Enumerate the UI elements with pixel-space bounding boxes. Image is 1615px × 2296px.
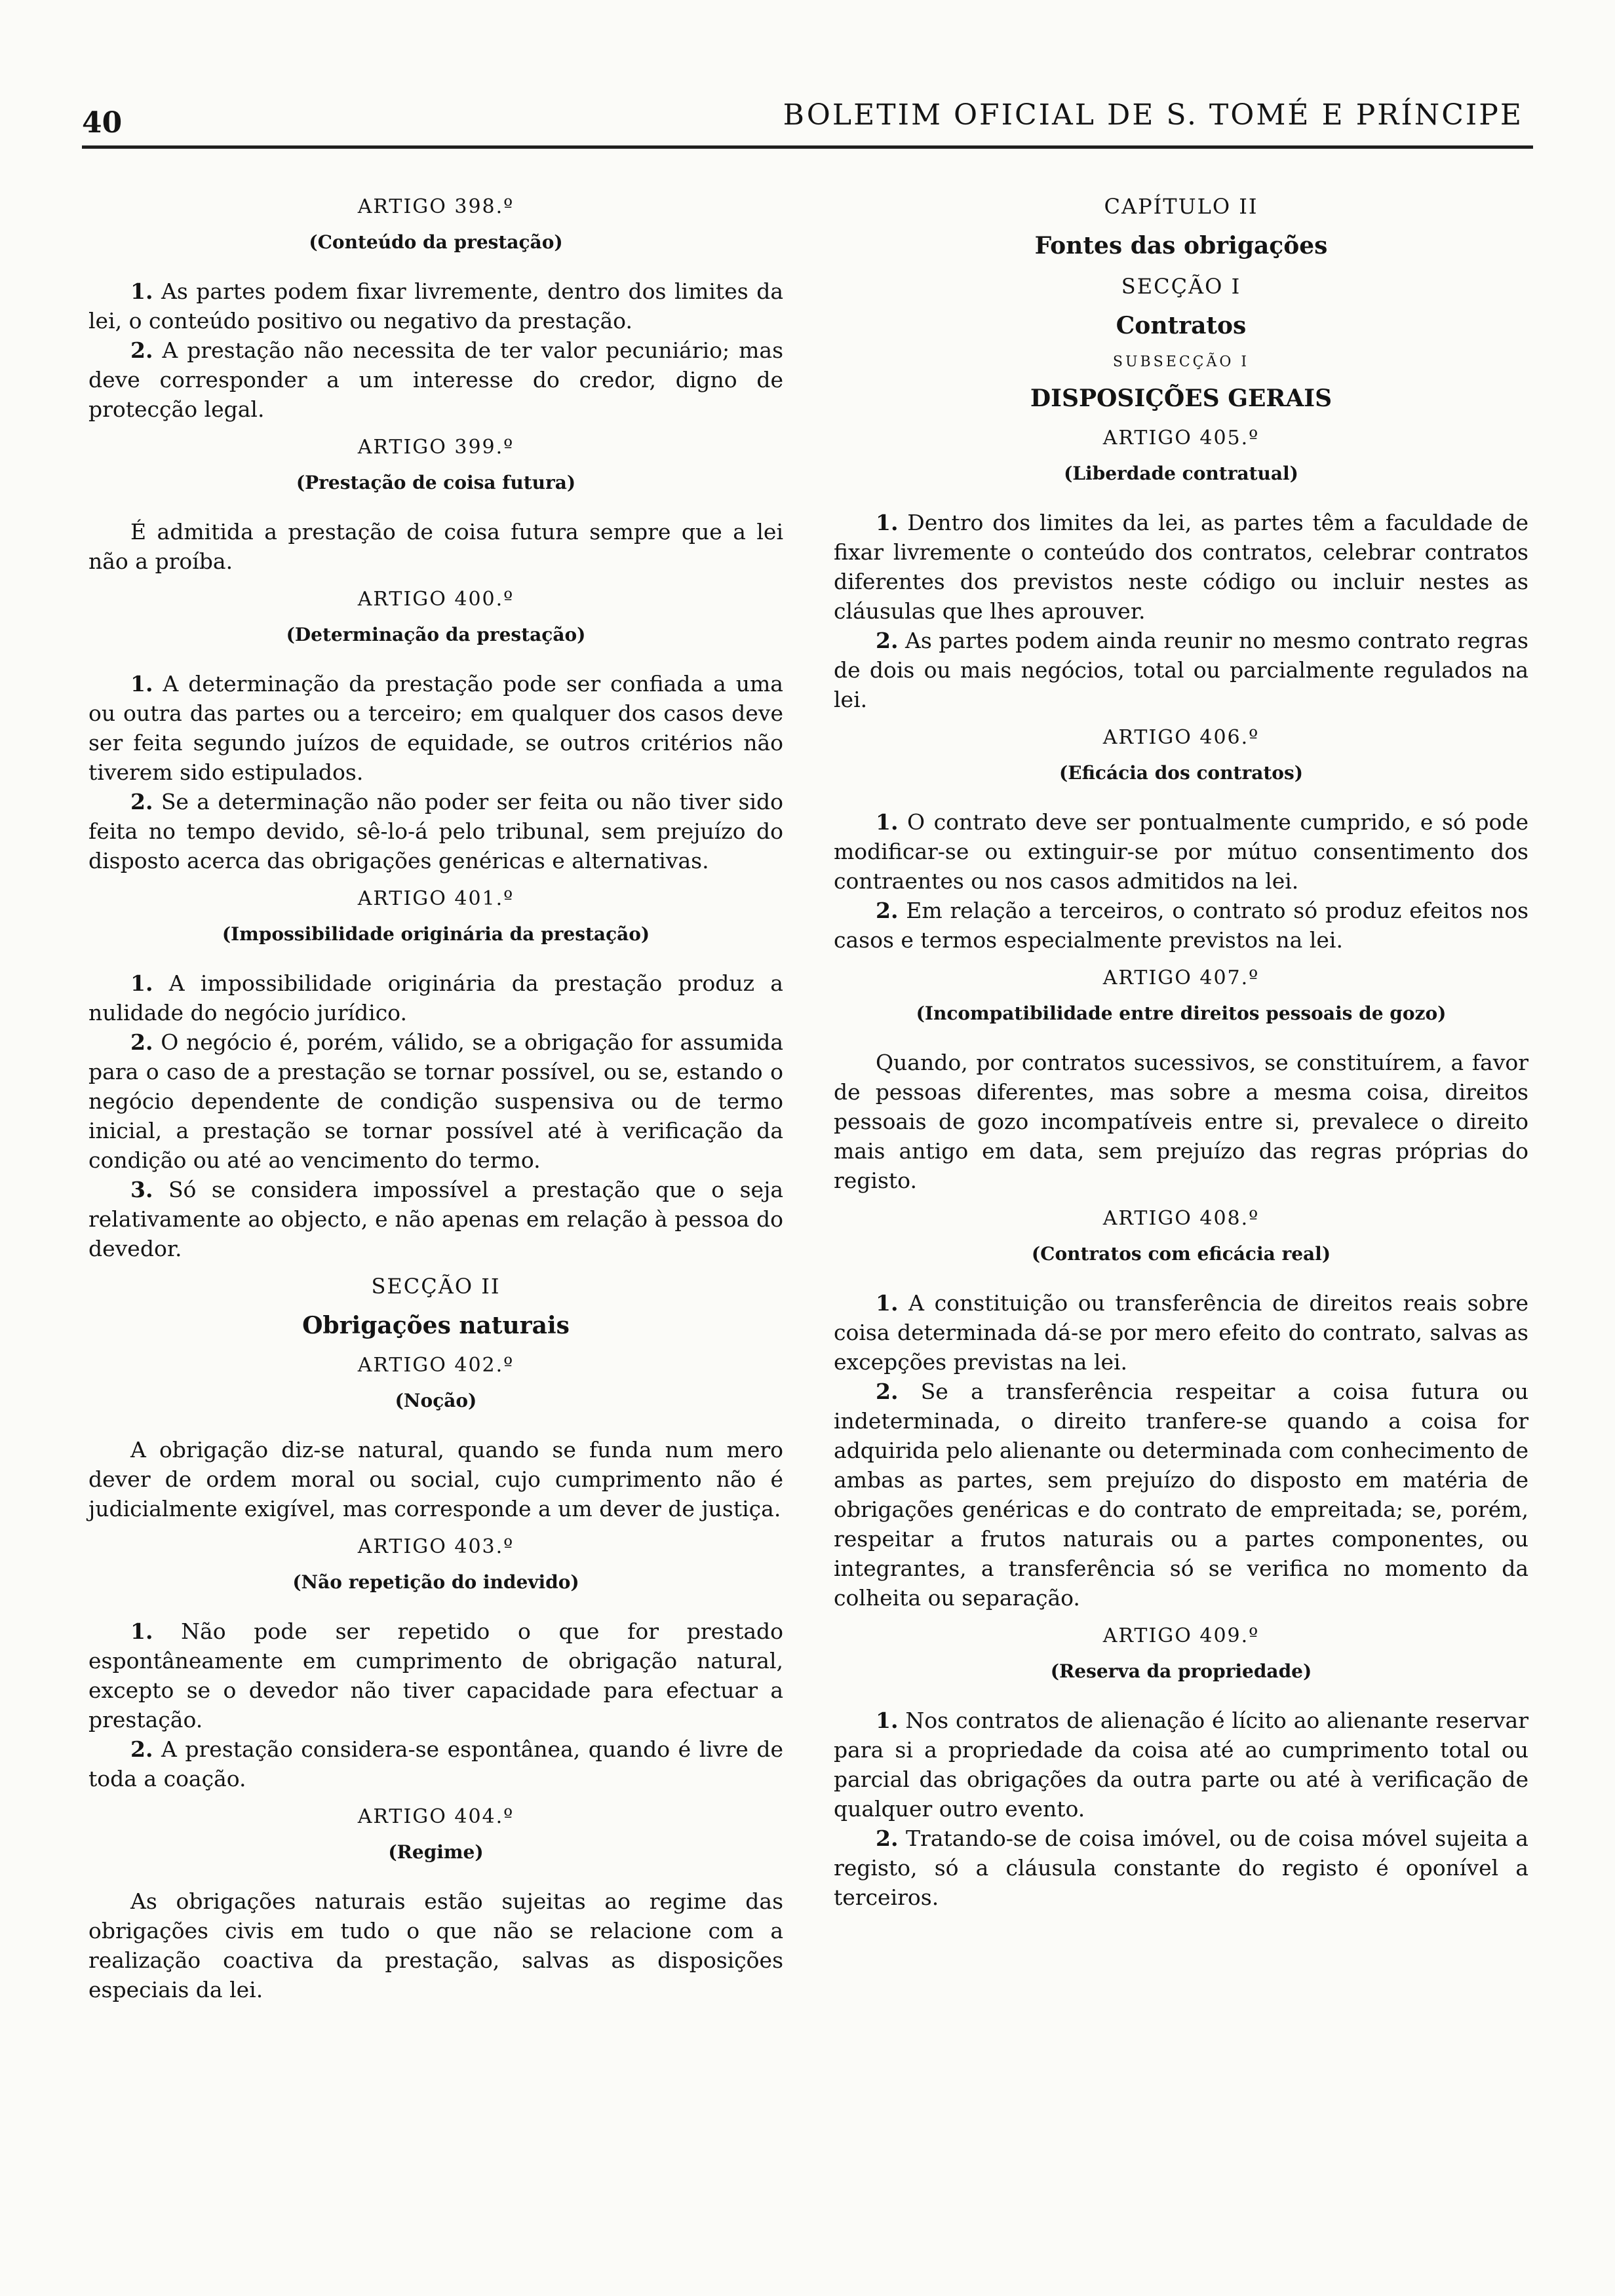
- paragraph-number: 1.: [876, 809, 899, 835]
- article-title: ARTIGO 403.º: [357, 1535, 515, 1558]
- article-title: ARTIGO 400.º: [357, 588, 515, 611]
- paragraph-number: 1.: [876, 1708, 899, 1733]
- paragraph-number: 1.: [130, 970, 153, 996]
- section-1: [834, 274, 1528, 339]
- article-subtitle: (Regime): [388, 1841, 484, 1863]
- paragraph: [834, 508, 1528, 626]
- article-title: ARTIGO 408.º: [1102, 1207, 1260, 1230]
- paragraph-number: 2.: [876, 1826, 899, 1851]
- paragraph-number: 2.: [876, 898, 899, 923]
- paragraph-text: Nos contratos de alienação é lícito ao alienante reservar para si a propriedade da coisa até ao cumprimento total ou parcial das obrigações da outra parte ou até à verificação de qualquer outro evento.: [834, 1708, 1529, 1822]
- article-subtitle: (Eficácia dos contratos): [1059, 762, 1303, 784]
- paragraph: [834, 1288, 1528, 1377]
- paragraph-number: 2.: [130, 1029, 153, 1055]
- article-subtitle: (Impossibilidade originária da prestação): [222, 923, 650, 945]
- paragraph: [88, 1617, 783, 1734]
- article-subtitle: (Reserva da propriedade): [1050, 1660, 1312, 1682]
- article-title: ARTIGO 405.º: [1102, 427, 1260, 450]
- article-subtitle: (Prestação de coisa futura): [296, 472, 576, 493]
- paragraph-text: Não pode ser repetido o que for prestado espontâneamente em cumprimento de obrigação natural, excepto se o devedor não tiver capacidade para efectuar a prestação.: [88, 1618, 783, 1732]
- article-406: [834, 726, 1528, 955]
- article-subtitle: (Conteúdo da prestação): [309, 231, 563, 253]
- article-402: [88, 1354, 783, 1523]
- paragraph-text: Só se considera impossível a prestação que o seja relativamente ao objecto, e não apenas em relação à pessoa do devedor.: [88, 1177, 783, 1261]
- paragraph: [88, 1734, 783, 1793]
- article-398: [88, 195, 783, 424]
- section-title: Contratos: [1116, 312, 1247, 339]
- article-subtitle: (Contratos com eficácia real): [1031, 1243, 1331, 1265]
- chapter-label: CAPÍTULO II: [1104, 194, 1258, 219]
- paragraph-number: 1.: [876, 510, 899, 535]
- right-column: [834, 183, 1528, 1912]
- paragraph: [88, 1027, 783, 1175]
- paragraph-number: 2.: [876, 1379, 899, 1404]
- paragraph-text: Em relação a terceiros, o contrato só produz efeitos nos casos e termos especialmente previstos na lei.: [834, 898, 1529, 953]
- chapter-title: Fontes das obrigações: [1034, 232, 1328, 259]
- subsection-1: [834, 354, 1528, 412]
- paragraph-text: Tratando-se de coisa imóvel, ou de coisa móvel sujeita a registo, só a cláusula constante do registo é oponível a terceiros.: [834, 1826, 1528, 1910]
- paragraph: [834, 896, 1528, 955]
- paragraph-number: 2.: [130, 1736, 153, 1762]
- paragraph-text: Se a determinação não poder ser feita ou não tiver sido feita no tempo devido, sê-lo-á pelo tribunal, sem prejuízo do disposto acerca das obrigações genéricas e alternativas.: [88, 789, 783, 873]
- left-column: [88, 183, 783, 2004]
- article-409: [834, 1624, 1528, 1912]
- paragraph: [88, 335, 783, 424]
- paragraph-text: Dentro dos limites da lei, as partes têm a faculdade de fixar livremente o conteúdo dos contratos, celebrar contratos diferentes dos previstos neste código ou incluir nestes as cláusulas que lhes aprouver.: [834, 510, 1528, 624]
- paragraph-text: O negócio é, porém, válido, se a obrigação for assumida para o caso de a prestação se tornar possível, ou se, estando o negócio dependente de condição suspensiva ou de termo inicial, a prestação se tornar possível até à verificação da condição ou até ao vencimento do termo.: [88, 1029, 783, 1173]
- article-408: [834, 1207, 1528, 1613]
- chapter-2: [834, 194, 1528, 259]
- paragraph-number: 1.: [130, 671, 153, 697]
- paragraph: É admitida a prestação de coisa futura sempre que a lei não a proíba.: [88, 519, 783, 574]
- running-title: BOLETIM OFICIAL DE S. TOMÉ E PRÍNCIPE: [783, 98, 1523, 132]
- article-subtitle: (Determinação da prestação): [286, 624, 586, 645]
- article-407: [834, 966, 1528, 1195]
- paragraph-number: 1.: [876, 1290, 899, 1316]
- paragraph-text: A prestação considera-se espontânea, quando é livre de toda a coação.: [88, 1736, 783, 1791]
- article-404: [88, 1805, 783, 2004]
- section-label: SECÇÃO I: [1121, 274, 1241, 299]
- paragraph: [88, 1175, 783, 1263]
- subsection-title: DISPOSIÇÕES GERAIS: [1030, 385, 1333, 412]
- paragraph-text: As partes podem ainda reunir no mesmo contrato regras de dois ou mais negócios, total ou parcialmente regulados na lei.: [834, 628, 1528, 712]
- article-title: ARTIGO 406.º: [1102, 726, 1260, 749]
- article-title: ARTIGO 402.º: [357, 1354, 515, 1377]
- article-405: [834, 427, 1528, 714]
- paragraph: [88, 968, 783, 1027]
- paragraph-text: A constituição ou transferência de direitos reais sobre coisa determinada dá-se por mero efeito do contrato, salvas as excepções previstas na lei.: [834, 1290, 1528, 1375]
- paragraph: [834, 1824, 1528, 1912]
- paragraph: [834, 807, 1528, 896]
- paragraph: [88, 277, 783, 335]
- paragraph: [88, 669, 783, 787]
- article-title: ARTIGO 401.º: [357, 887, 515, 910]
- paragraph-text: Se a transferência respeitar a coisa futura ou indeterminada, o direito tranfere-se quando a coisa for adquirida pelo alienante ou determinada com conhecimento de ambas as partes, sem prejuízo do disposto em matéria de obrigações genéricas e do contrato de empreitada; se, porém, respeitar a frutos naturais ou a partes componentes, ou integrantes, a transferência só se verifica no momento da colheita ou separação.: [834, 1379, 1528, 1611]
- paragraph-number: 3.: [130, 1177, 153, 1202]
- section-label: SECÇÃO II: [371, 1274, 501, 1299]
- section-title: Obrigações naturais: [302, 1312, 570, 1339]
- article-title: ARTIGO 398.º: [357, 195, 515, 218]
- paragraph-text: A impossibilidade originária da prestação produz a nulidade do negócio jurídico.: [88, 970, 783, 1025]
- section-2: [88, 1274, 783, 1339]
- paragraph-number: 1.: [130, 1618, 153, 1644]
- page-number: 40: [82, 106, 123, 140]
- article-401: [88, 887, 783, 1263]
- article-title: ARTIGO 407.º: [1102, 966, 1260, 989]
- header-rule: [82, 145, 1533, 149]
- paragraph: [834, 626, 1528, 714]
- article-title: ARTIGO 409.º: [1102, 1624, 1260, 1647]
- paragraph: [88, 787, 783, 875]
- paragraph-text: A prestação não necessita de ter valor pecuniário; mas deve corresponder a um interesse do credor, digno de protecção legal.: [88, 337, 784, 422]
- paragraph: Quando, por contratos sucessivos, se constituírem, a favor de pessoas diferentes, mas sobre a mesma coisa, direitos pessoais de gozo incompatíveis entre si, prevalece o direito mais antigo em data, sem prejuízo das regras próprias do registo.: [834, 1050, 1528, 1193]
- article-title: ARTIGO 404.º: [357, 1805, 515, 1828]
- paragraph: A obrigação diz-se natural, quando se funda num mero dever de ordem moral ou social, cujo cumprimento não é judicialmente exigível, mas corresponde a um dever de justiça.: [88, 1437, 783, 1521]
- paragraph: [834, 1706, 1528, 1824]
- paragraph-number: 1.: [130, 278, 153, 304]
- article-subtitle: (Noção): [395, 1390, 477, 1411]
- paragraph: As obrigações naturais estão sujeitas ao regime das obrigações civis em tudo o que não se relacione com a realização coactiva da prestação, salvas as disposições especiais da lei.: [88, 1888, 783, 2002]
- article-400: [88, 588, 783, 875]
- paragraph: [834, 1377, 1528, 1613]
- article-399: [88, 436, 783, 576]
- article-subtitle: (Não repetição do indevido): [292, 1571, 579, 1593]
- paragraph-text: A determinação da prestação pode ser confiada a uma ou outra das partes ou a terceiro; em qualquer dos casos deve ser feita segundo juízos de equidade, se outros critérios não tiverem sido estipulados.: [88, 671, 783, 785]
- article-403: [88, 1535, 783, 1793]
- paragraph-number: 2.: [130, 789, 153, 814]
- article-subtitle: (Liberdade contratual): [1064, 463, 1298, 484]
- article-subtitle: (Incompatibilidade entre direitos pessoais de gozo): [916, 1003, 1447, 1024]
- article-title: ARTIGO 399.º: [357, 436, 515, 459]
- subsection-label: SUBSECÇÃO I: [1112, 354, 1250, 370]
- paragraph-text: O contrato deve ser pontualmente cumprido, e só pode modificar-se ou extinguir-se por mútuo consentimento dos contraentes ou nos casos admitidos na lei.: [834, 809, 1528, 894]
- paragraph-number: 2.: [876, 628, 899, 653]
- paragraph-number: 2.: [130, 337, 153, 363]
- paragraph-text: As partes podem fixar livremente, dentro dos limites da lei, o conteúdo positivo ou negativo da prestação.: [88, 278, 783, 334]
